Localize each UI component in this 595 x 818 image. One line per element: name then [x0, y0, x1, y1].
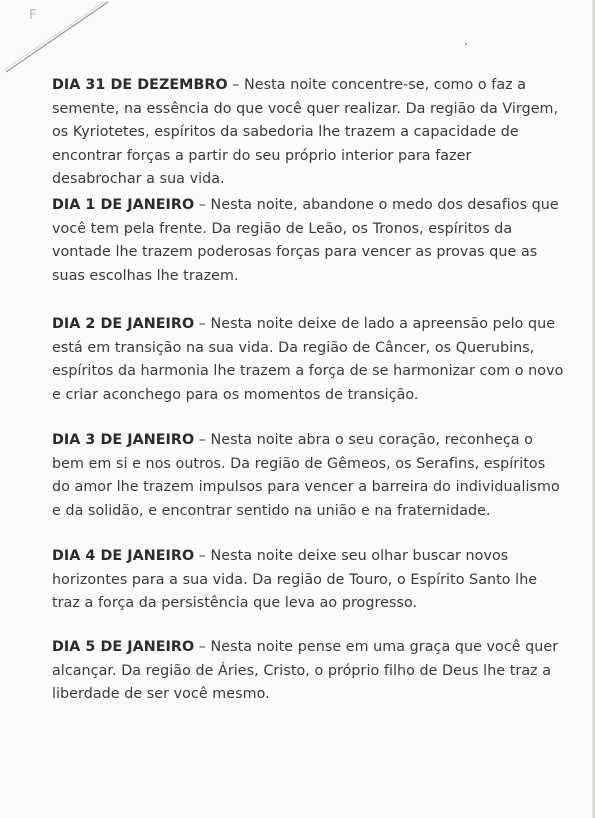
entry-date: DIA 5 DE JANEIRO [52, 639, 195, 655]
calendar-entries [52, 74, 564, 707]
entry-jan-2 [52, 313, 564, 407]
entry-text: – Nesta noite deixe de lado a apreensão pelo que está em transição na sua vida. Da região de Câncer, os Querubins, espíritos da harmonia lhe trazem a força de se harmonizar com o novo e criar aconchego para os momentos de transição. [52, 316, 564, 403]
entry-date: DIA 3 DE JANEIRO [52, 432, 195, 448]
entry-text: – Nesta noite concentre-se, como o faz a semente, na essência do que você quer realizar. Da região da Virgem, os Kyriotetes, espíritos da sabedoria lhe trazem a capacidade de encontrar forças a partir do seu próprio interior para fazer desabrochar a sua vida. [52, 77, 559, 187]
scan-speck [465, 43, 467, 45]
entry-jan-3 [52, 429, 564, 523]
entry-date: DIA 31 DE DEZEMBRO [52, 77, 228, 93]
entry-jan-1 [52, 194, 564, 288]
entry-date: DIA 1 DE JANEIRO [52, 197, 195, 213]
entry-text: – Nesta noite abra o seu coração, reconheça o bem em si e nos outros. Da região de Gêmeos, os Serafins, espíritos do amor lhe trazem impulsos para vencer a barreira do individualismo e da solidão, e encontrar sentido na união e na fraternidade. [52, 432, 560, 519]
entry-text: – Nesta noite pense em uma graça que você quer alcançar. Da região de Áries, Cristo, o próprio filho de Deus lhe traz a liberdade de ser você mesmo. [52, 639, 559, 702]
page-corner-mark: F [29, 8, 37, 23]
corner-fold-line [0, 0, 110, 80]
entry-text: – Nesta noite, abandone o medo dos desafios que você tem pela frente. Da região de Leão, os Tronos, espíritos da vontade lhe trazem poderosas forças para vencer as provas que as suas escolhas lhe trazem. [52, 197, 559, 284]
entry-date: DIA 4 DE JANEIRO [52, 548, 195, 564]
entry-date: DIA 2 DE JANEIRO [52, 316, 195, 332]
entry-jan-5 [52, 636, 564, 707]
entry-dec-31 [52, 74, 564, 187]
entry-text: – Nesta noite deixe seu olhar buscar novos horizontes para a sua vida. Da região de Touro, o Espírito Santo lhe traz a força da persistência que leva ao progresso. [52, 548, 538, 611]
entry-jan-4 [52, 545, 564, 616]
